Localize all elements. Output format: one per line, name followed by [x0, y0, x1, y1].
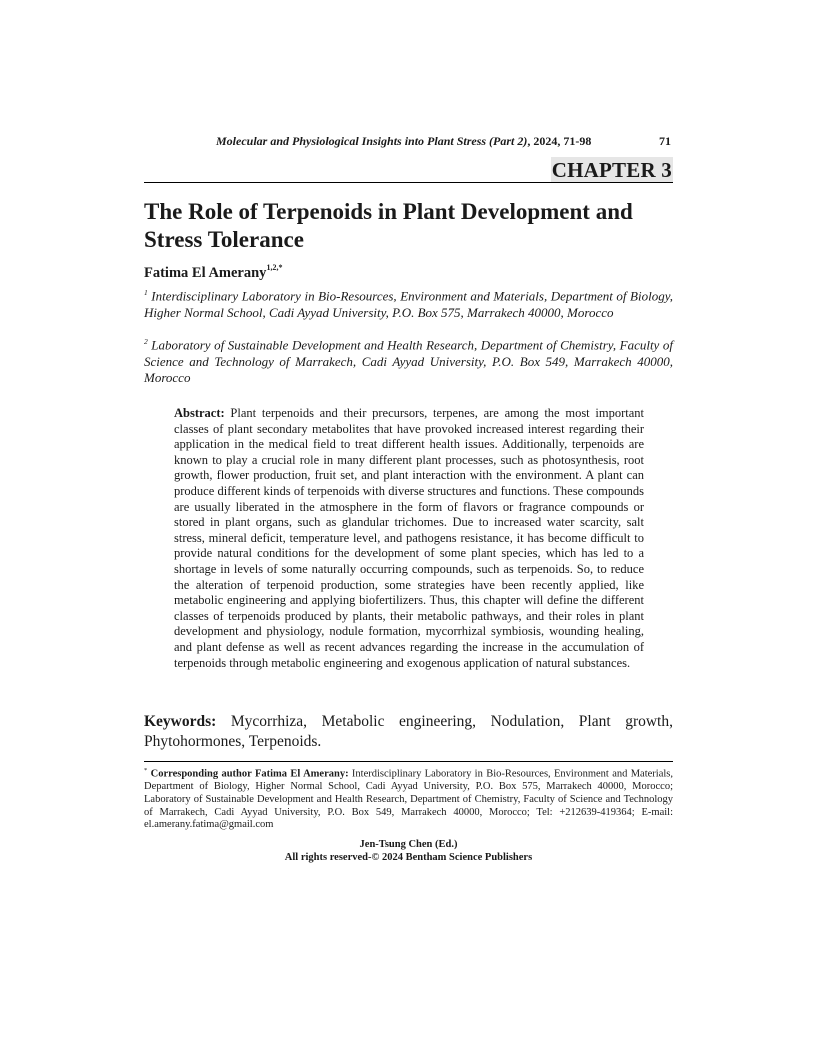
running-head-citation [216, 133, 591, 149]
chapter-label: CHAPTER 3 [551, 158, 672, 182]
keywords-text: Mycorrhiza, Metabolic engineering, Nodulation, Plant growth, Phytohormones, Terpenoids. [144, 713, 673, 750]
footnote-label: Corresponding author Fatima El Amerany: [147, 768, 349, 780]
footnote-text: Interdisciplinary Laboratory in Bio-Resources, Environment and Materials, Department of Biology, Higher Normal School, Cadi Ayyad University, P.O. Box 575, Marrakech 40000, Morocco; Laboratory of Sustainable Development and Health Research, Department of Chemistry, Faculty of Science and Technology of Marrakech, Cadi Ayyad University, P.O. Box 549, Marrakech 40000, Morocco; Tel: +212639-419364; E-mail: el.amerany.fatima@gmail.com [144, 768, 673, 831]
footnote-mark: * [144, 767, 148, 774]
citation-suffix: , 2024, 71-98 [527, 134, 592, 148]
keywords-label: Keywords: [144, 713, 217, 730]
editor-credit: Jen-Tsung Chen (Ed.) [359, 839, 458, 850]
chapter-title: The Role of Terpenoids in Plant Development and Stress Tolerance [144, 199, 633, 252]
affiliation-2-text: Laboratory of Sustainable Development and Health Research, Department of Chemistry, Faculty of Science and Technology of Marrakech, Cadi Ayyad University, P.O. Box 549, Marrakech 40000, Morocco [144, 337, 673, 385]
author-line [144, 260, 282, 282]
footnote [144, 765, 673, 832]
abstract-label: Abstract: [174, 406, 225, 420]
author-name: Fatima El Amerany [144, 264, 267, 281]
book-title: Molecular and Physiological Insights into Plant Stress (Part 2) [216, 134, 528, 148]
footnote-divider [144, 761, 673, 762]
abstract [174, 406, 644, 671]
chapter-divider [144, 182, 673, 183]
affiliation-2 [144, 334, 673, 386]
affiliation-2-mark: 2 [144, 337, 148, 346]
affiliation-1 [144, 285, 673, 321]
author-affiliation-marks: 1,2,* [266, 263, 283, 272]
copyright-line: All rights reserved-© 2024 Bentham Science Publishers [284, 852, 533, 863]
affiliation-1-text: Interdisciplinary Laboratory in Bio-Resources, Environment and Materials, Department of Biology, Higher Normal School, Cadi Ayyad University, P.O. Box 575, Marrakech 40000, Morocco [144, 288, 673, 320]
keywords [144, 712, 673, 751]
page-number: 71 [659, 134, 671, 148]
affiliation-1-mark: 1 [144, 288, 148, 297]
abstract-text: Plant terpenoids and their precursors, terpenes, are among the most important classes of plant secondary metabolites that have provoked increased interest regarding their application in the medical field to treat different health issues. Additionally, terpenoids are known to play a crucial role in many different plant processes, such as photosynthesis, root growth, flower production, fruit set, and plant interaction with the environment. A plant can produce different kinds of terpenoids with diverse structures and functions. These compounds are usually liberated in the atmosphere in the form of flavors or fragrance compounds or stored in plant organs, such as glandular trichomes. Due to increased water scarcity, salt stress, mineral deficit, temperature level, and pathogens resistance, it has become difficult to provide natural conditions for the development of some plant species, which has led to a shortage in levels of some naturally occurring compounds, such as terpenoids. So, to reduce the alteration of terpenoid production, some strategies have been recently applied, like metabolic engineering and applying biofertilizers. Thus, this chapter will define the different classes of terpenoids produced by plants, their metabolic pathways, and their roles in plant development and physiology, nodule formation, mycorrhizal symbiosis, wounding healing, and plant defense as well as recent advances regarding the increase in the accumulation of terpenoids through metabolic engineering and exogenous application of natural substances. [174, 406, 644, 670]
